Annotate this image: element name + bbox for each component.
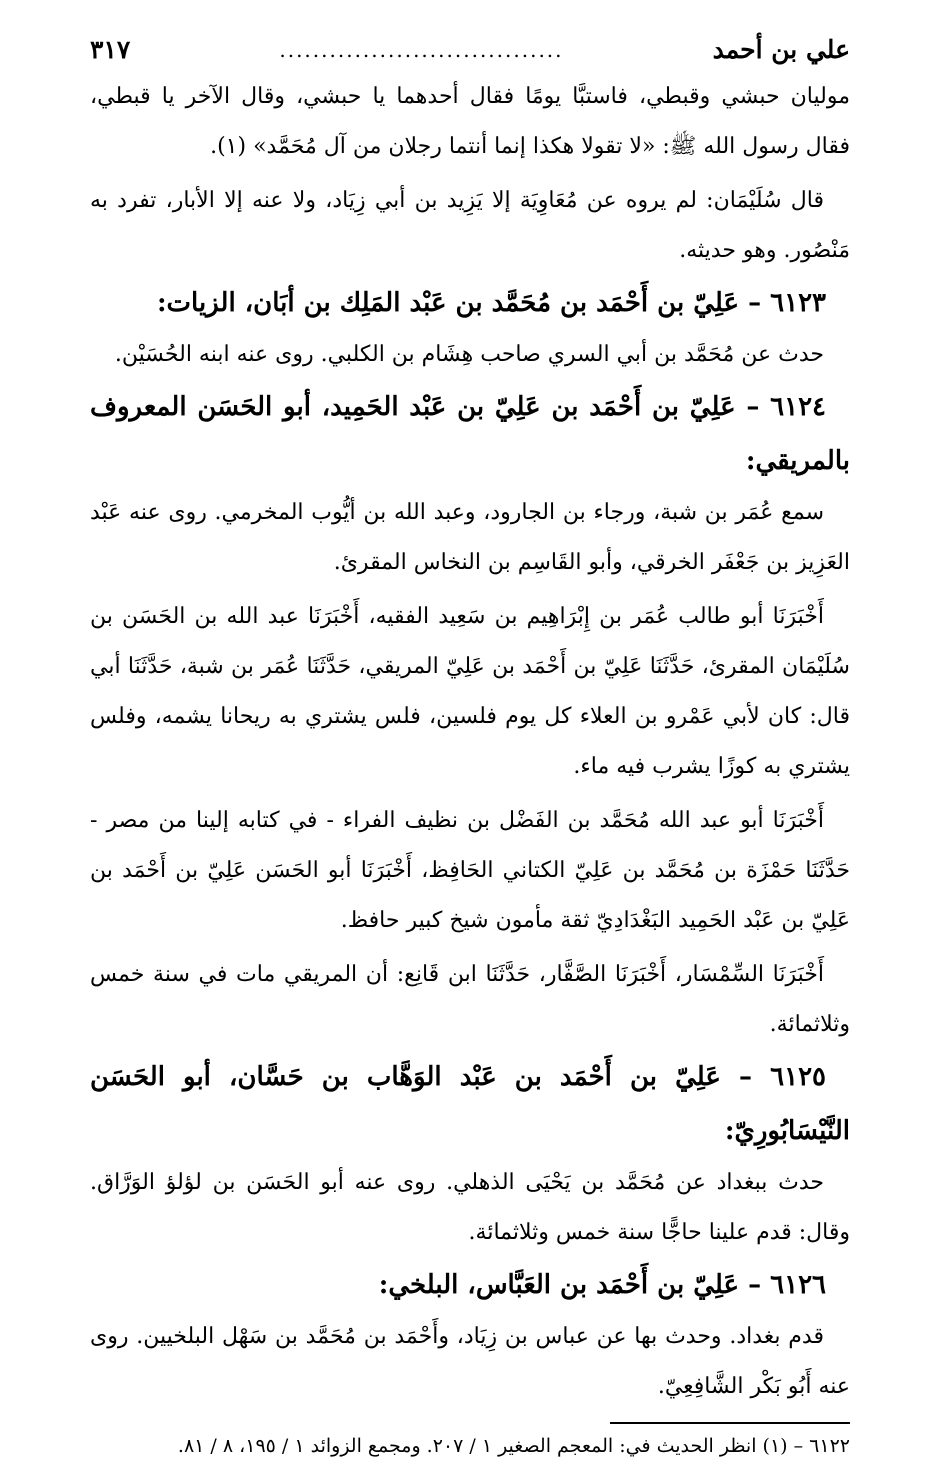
paragraph: قال سُلَيْمَان: لم يروه عن مُعَاوِيَة إلا يَزِيد بن أبي زِيَاد، ولا عنه إلا الأبار، تفرد به مَنْصُور. وهو حديثه. <box>90 188 850 263</box>
page-header <box>90 28 850 72</box>
running-head: علي بن أحمد <box>712 35 850 64</box>
paragraph: أَخْبَرَنَا السِّمْسَار، أَخْبَرَنَا الصَّفَّار، حَدَّثَنَا ابن قَانِع: أن المريقي مات في سنة خمس وثلاثمائة. <box>90 962 850 1037</box>
main-text <box>90 72 850 1412</box>
paragraph-continuation: موليان حبشي وقبطي، فاستبَّا يومًا فقال أحدهما يا حبشي، وقال الآخر يا قبطي، فقال رسول الله ﷺ: «لا تقولا هكذا إنما أنتما رجلان من آل مُحَمَّد» (١). <box>90 84 850 159</box>
leader-dots: .................................. <box>279 38 564 62</box>
paragraph: أَخْبَرَنَا أبو طالب عُمَر بن إِبْرَاهِيم بن سَعِيد الفقيه، أَخْبَرَنَا عبد الله بن الحَسَن بن سُلَيْمَان المقرئ، حَدَّثَنَا عَلِيّ بن أَحْمَد بن عَلِيّ المريقي، حَدَّثَنَا عُمَر بن شبة، حَدَّثَنَا أبي قال: كان لأبي عَمْرو بن العلاء كل يوم فلسين، فلس يشتري به ريحانا يشمه، وفلس يشتري به كوزًا يشرب فيه ماء. <box>90 604 850 779</box>
footnote: ٦١٢٢ – (١) انظر الحديث في: المعجم الصغير ١ / ٢٠٧. ومجمع الزوائد ١ / ١٩٥، ٨ / ٨١. <box>177 1435 850 1457</box>
entry-heading-6126: ٦١٢٦ – عَلِيّ بن أَحْمَد بن العَبَّاس، البلخي: <box>378 1270 826 1300</box>
paragraph: حدث ببغداد عن مُحَمَّد بن يَحْيَى الذهلي. روى عنه أبو الحَسَن بن لؤلؤ الوَرَّاق. وقال: قدم علينا حاجًّا سنة خمس وثلاثمائة. <box>90 1170 850 1245</box>
entry-heading-6124: ٦١٢٤ – عَلِيّ بن أَحْمَد بن عَلِيّ بن عَبْد الحَمِيد، أبو الحَسَن المعروف بالمريقي: <box>90 392 850 476</box>
paragraph: أَخْبَرَنَا أبو عبد الله مُحَمَّد بن الفَضْل بن نظيف الفراء - في كتابه إلينا من مصر - حَدَّثَنَا حَمْزَة بن مُحَمَّد بن عَلِيّ الكتاني الحَافِظ، أَخْبَرَنَا أبو الحَسَن عَلِيّ بن أَحْمَد بن عَلِيّ بن عَبْد الحَمِيد البَغْدَادِيّ ثقة مأمون شيخ كبير حافظ. <box>90 808 850 933</box>
entry-heading-6125: ٦١٢٥ – عَلِيّ بن أَحْمَد بن عَبْد الوَهَّاب بن حَسَّان، أبو الحَسَن النَّيْسَابُورِيّ: <box>90 1062 850 1146</box>
entry-heading-6123: ٦١٢٣ – عَلِيّ بن أَحْمَد بن مُحَمَّد بن عَبْد المَلِك بن أبَان، الزيات: <box>156 288 826 318</box>
paragraph: قدم بغداد. وحدث بها عن عباس بن زِيَاد، وأَحْمَد بن مُحَمَّد بن سَهْل البلخيين. روى عنه أَبُو بَكْر الشَّافِعِيّ. <box>90 1324 850 1399</box>
paragraph: سمع عُمَر بن شبة، ورجاء بن الجارود، وعبد الله بن أيُّوب المخرمي. روى عنه عَبْد العَزِيز بن جَعْفَر الخرقي، وأبو القَاسِم بن النخاس المقرئ. <box>90 500 850 575</box>
page-number: ٣١٧ <box>90 35 131 64</box>
paragraph: حدث عن مُحَمَّد بن أبي السري صاحب هِشَام بن الكلبي. روى عنه ابنه الحُسَيْن. <box>114 342 824 367</box>
